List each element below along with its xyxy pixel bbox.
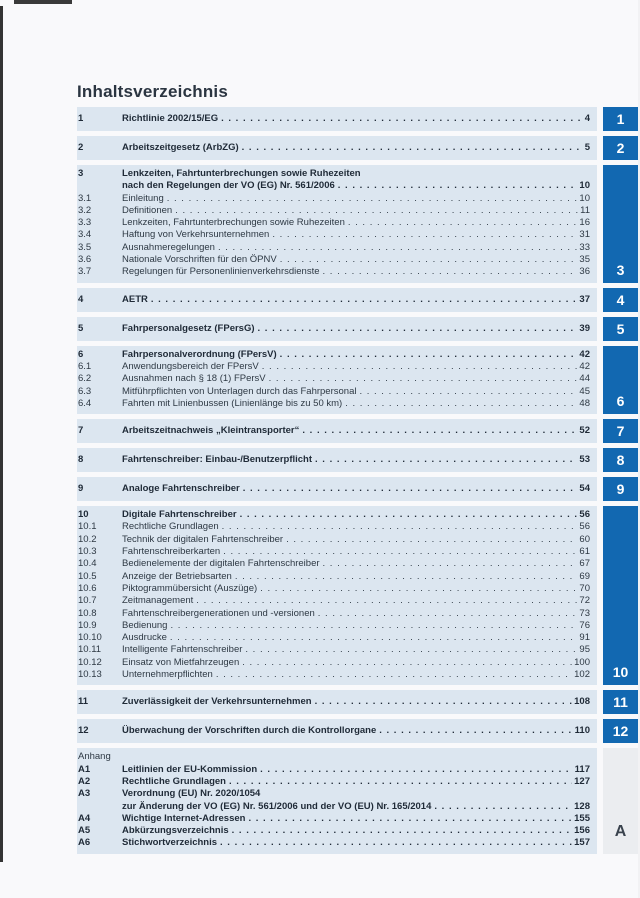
toc-entry-number: 3.4 <box>78 229 92 241</box>
side-tab-label: 5 <box>616 320 625 337</box>
toc-entry-title: Arbeitszeitnachweis „Kleintransporter“ <box>122 425 300 436</box>
dot-leader <box>245 644 577 656</box>
toc-entry-title: Haftung von Verkehrsunternehmen <box>122 229 270 241</box>
toc-row <box>78 294 590 306</box>
toc-block-11 <box>77 690 638 714</box>
toc-entry-page: 117 <box>574 763 590 775</box>
toc-entry-title: Zuverlässigkeit der Verkehrsunternehmen <box>122 696 312 708</box>
toc-blocks <box>77 107 638 854</box>
toc-entry-number: A4 <box>78 812 91 824</box>
toc-entry-number: 3.6 <box>78 254 92 266</box>
toc-entry-page: 36 <box>579 266 590 278</box>
toc-row <box>78 571 590 583</box>
toc-entry-number: 10.3 <box>78 546 97 558</box>
toc-entry-title: Überwachung der Vorschriften durch die Kontrollorgane <box>122 725 377 737</box>
side-tab-5 <box>603 317 638 341</box>
toc-entry-title: Einsatz von Mietfahrzeugen <box>122 656 240 668</box>
toc-entry-title: Arbeitszeitgesetz (ArbZG) <box>122 141 239 153</box>
side-tab-6 <box>603 346 638 414</box>
toc-entry-number: Anhang <box>78 751 111 763</box>
toc-entry-page: 16 <box>579 217 590 229</box>
toc-entry-page: 5 <box>584 141 590 153</box>
dot-leader <box>302 425 577 437</box>
toc-row <box>78 254 590 266</box>
toc-block-6 <box>77 346 638 414</box>
toc-entry-page: 54 <box>579 483 590 494</box>
toc-entry-title: Analoge Fahrtenschreiber <box>122 483 240 494</box>
side-tab-A <box>603 748 638 853</box>
toc-entry-title: Lenkzeiten, Fahrtunterbrechungen sowie Ruhezeiten <box>122 217 345 229</box>
toc-entry-page: 156 <box>574 825 590 837</box>
toc-entry-number: 11 <box>78 696 89 708</box>
dot-leader <box>167 193 578 205</box>
side-tab-1 <box>603 107 638 131</box>
toc-entry-title: Nationale Vorschriften für den ÖPNV <box>122 254 277 266</box>
toc-entry-number: A2 <box>78 775 91 787</box>
toc-entry-title: Digitale Fahrtenschreiber <box>122 509 237 521</box>
toc-row <box>78 837 590 849</box>
dot-leader <box>216 669 572 681</box>
toc-row <box>78 546 590 558</box>
toc-entry-title: Bedienung <box>122 619 168 631</box>
toc-entry-page: 95 <box>579 644 590 656</box>
page-title: Inhaltsverzeichnis <box>77 82 228 101</box>
toc-band-10 <box>77 506 597 685</box>
toc-band-1 <box>77 107 597 131</box>
toc-entry-number: 6 <box>78 348 84 360</box>
scan-edge-left <box>0 6 3 862</box>
dot-leader <box>338 180 578 192</box>
toc-entry-title: Lenkzeiten, Fahrtunterbrechungen sowie Ruhezeiten <box>122 168 361 179</box>
toc-row <box>78 349 590 361</box>
dot-leader <box>269 373 578 385</box>
toc-entry-page: 110 <box>574 725 590 737</box>
toc-row <box>78 180 590 192</box>
toc-entry-title: zur Änderung der VO (EG) Nr. 561/2006 und der VO (EU) Nr. 165/2014 <box>122 800 432 812</box>
toc-entry-title: Verordnung (EU) Nr. 2020/1054 <box>122 788 261 800</box>
toc-entry-page: 42 <box>579 348 590 360</box>
toc-entry-title: Bedienelemente der digitalen Fahrtenschreiber <box>122 558 320 570</box>
toc-block-5 <box>77 317 638 341</box>
dot-leader <box>359 386 577 398</box>
dot-leader <box>170 632 578 644</box>
toc-row <box>78 113 590 125</box>
side-tab-label: 11 <box>613 694 628 711</box>
toc-entry-title: Fahrtenschreiberkarten <box>122 546 221 558</box>
side-tab-label: 1 <box>616 111 625 127</box>
toc-entry-page: 53 <box>579 454 590 465</box>
dot-leader <box>222 521 578 533</box>
toc-band-12 <box>77 719 597 743</box>
toc-row <box>78 657 590 669</box>
toc-band-A <box>77 748 597 853</box>
toc-entry-page: 128 <box>574 800 590 812</box>
toc-entry-number: 6.2 <box>78 373 92 385</box>
toc-entry-number: 3.7 <box>78 266 92 278</box>
toc-entry-number: 3.2 <box>78 204 92 216</box>
toc-row <box>78 425 590 437</box>
toc-entry-title: Ausnahmeregelungen <box>122 241 215 253</box>
toc-entry-title: Anwendungsbereich der FPersV <box>122 360 259 372</box>
dot-leader <box>235 571 578 583</box>
toc-entry-page: 4 <box>584 112 590 124</box>
toc-entry-number: 10.7 <box>78 595 97 607</box>
dot-leader <box>280 349 578 361</box>
dot-leader <box>272 229 577 241</box>
toc-band-9 <box>77 477 597 501</box>
dot-leader <box>262 361 578 373</box>
toc-band-6 <box>77 346 597 414</box>
toc-band-4 <box>77 288 597 312</box>
toc-entry-page: 56 <box>579 521 590 533</box>
toc-entry-title: Fahrpersonalverordnung (FPersV) <box>122 348 277 360</box>
toc-entry-number: A6 <box>78 837 91 849</box>
toc-block-12 <box>77 719 638 743</box>
toc-entry-number: A1 <box>78 763 91 775</box>
side-tab-label: A <box>614 822 627 840</box>
toc-entry-number: 10.12 <box>78 656 102 668</box>
dot-leader <box>318 608 578 620</box>
page <box>77 82 638 854</box>
toc-row <box>78 813 590 825</box>
toc-band-11 <box>77 690 597 714</box>
side-tab-12 <box>603 719 638 743</box>
toc-entry-number: 10.4 <box>78 558 97 570</box>
toc-entry-number: 3.5 <box>78 241 92 253</box>
toc-row <box>78 361 590 373</box>
side-tab-11 <box>603 690 638 714</box>
toc-entry-title: Unternehmerpflichten <box>122 669 213 681</box>
toc-entry-title: Rechtliche Grundlagen <box>122 775 226 787</box>
dot-leader <box>170 620 577 632</box>
toc-entry-page: 37 <box>579 293 590 305</box>
toc-entry-number: 3.1 <box>78 192 92 204</box>
toc-entry-number: 10.11 <box>78 644 102 656</box>
toc-entry-page: 60 <box>579 533 590 545</box>
toc-row <box>78 454 590 466</box>
dot-leader <box>315 454 577 466</box>
toc-entry-number: 9 <box>78 483 84 494</box>
toc-row <box>78 168 590 180</box>
dot-leader <box>240 509 578 521</box>
toc-block-1 <box>77 107 638 131</box>
toc-entry-number: 10.6 <box>78 582 97 594</box>
toc-entry-page: 33 <box>579 241 590 253</box>
dot-leader <box>345 398 577 410</box>
toc-entry-page: 67 <box>579 558 590 570</box>
dot-leader <box>221 113 583 125</box>
toc-entry-title: Piktogrammübersicht (Auszüge) <box>122 582 258 594</box>
toc-row <box>78 751 590 763</box>
dot-leader <box>218 242 577 254</box>
toc-entry-page: 157 <box>574 837 590 849</box>
side-tab-label: 10 <box>612 664 629 681</box>
side-tab-label: 4 <box>616 291 625 308</box>
toc-entry-number: 4 <box>78 293 84 305</box>
dot-leader <box>323 266 578 278</box>
toc-block-8 <box>77 448 638 472</box>
toc-entry-page: 100 <box>574 656 590 668</box>
toc-entry-number: 10.8 <box>78 607 97 619</box>
toc-entry-title: Mitführpflichten von Unterlagen durch das Fahrpersonal <box>122 385 357 397</box>
toc-entry-title: Anzeige der Betriebsarten <box>122 570 232 582</box>
toc-row <box>78 205 590 217</box>
dot-leader <box>232 825 573 837</box>
toc-entry-page: 48 <box>579 397 590 409</box>
toc-entry-title: Zeitmanagement <box>122 595 194 607</box>
toc-row <box>78 483 590 495</box>
dot-leader <box>260 764 573 776</box>
toc-entry-title: Fahrten mit Linienbussen (Linienlänge bis zu 50 km) <box>122 397 343 409</box>
toc-row <box>78 398 590 410</box>
dot-leader <box>379 725 572 737</box>
toc-row <box>78 229 590 241</box>
toc-row <box>78 242 590 254</box>
toc-entry-page: 69 <box>579 570 590 582</box>
side-tab-label: 3 <box>616 261 625 278</box>
toc-entry-number: 10.2 <box>78 533 97 545</box>
toc-entry-title: Ausdrucke <box>122 632 167 644</box>
dot-leader <box>260 583 577 595</box>
toc-entry-number: 8 <box>78 454 84 465</box>
toc-row <box>78 776 590 788</box>
dot-leader <box>258 323 578 335</box>
toc-row <box>78 386 590 398</box>
toc-entry-page: 91 <box>579 632 590 644</box>
toc-entry-page: 11 <box>580 204 590 216</box>
toc-block-9 <box>77 477 638 501</box>
toc-entry-number: 10.10 <box>78 632 102 644</box>
side-tab-9 <box>603 477 638 501</box>
toc-row <box>78 217 590 229</box>
toc-entry-page: 45 <box>579 385 590 397</box>
side-tab-label: 8 <box>616 452 625 469</box>
toc-entry-page: 10 <box>579 192 590 204</box>
toc-row <box>78 801 590 813</box>
toc-entry-title: Leitlinien der EU-Kommission <box>122 763 258 775</box>
toc-entry-page: 35 <box>579 254 590 266</box>
toc-row <box>78 764 590 776</box>
side-tab-4 <box>603 288 638 312</box>
side-tab-label: 12 <box>612 723 629 740</box>
toc-entry-title: Regelungen für Personenlinienverkehrsdienste <box>122 266 320 278</box>
toc-entry-page: 76 <box>579 619 590 631</box>
toc-entry-title: Fahrtenschreibergenerationen und -versionen <box>122 607 315 619</box>
toc-band-3 <box>77 165 597 283</box>
toc-entry-title: Abkürzungsverzeichnis <box>122 825 229 837</box>
dot-leader <box>286 534 577 546</box>
toc-entry-page: 42 <box>579 360 590 372</box>
toc-row <box>78 825 590 837</box>
toc-row <box>78 608 590 620</box>
toc-entry-number: A3 <box>78 788 91 800</box>
toc-entry-title: Richtlinie 2002/15/EG <box>122 112 219 124</box>
toc-row <box>78 788 590 800</box>
dot-leader <box>151 294 578 306</box>
toc-block-10 <box>77 506 638 685</box>
dot-leader <box>223 546 577 558</box>
toc-band-2 <box>77 136 597 160</box>
scan-edge-top <box>14 0 72 4</box>
toc-entry-title: Technik der digitalen Fahrtenschreiber <box>122 533 284 545</box>
toc-entry-number: 10.13 <box>78 669 102 681</box>
toc-entry-title: Fahrpersonalgesetz (FPersG) <box>122 322 255 334</box>
toc-block-4 <box>77 288 638 312</box>
toc-block-2 <box>77 136 638 160</box>
dot-leader <box>434 801 572 813</box>
toc-entry-page: 127 <box>574 775 590 787</box>
toc-entry-title: Intelligente Fahrtenschreiber <box>122 644 243 656</box>
toc-entry-title: Stichwortverzeichnis <box>122 837 218 849</box>
toc-entry-title: Definitionen <box>122 204 173 216</box>
toc-row <box>78 142 590 154</box>
toc-entry-title: Fahrtenschreiber: Einbau-/Benutzerpflicht <box>122 454 313 465</box>
toc-row <box>78 509 590 521</box>
toc-entry-number: 5 <box>78 322 84 334</box>
toc-entry-page: 44 <box>579 373 590 385</box>
toc-row <box>78 373 590 385</box>
side-tab-8 <box>603 448 638 472</box>
toc-row <box>78 644 590 656</box>
dot-leader <box>242 657 572 669</box>
toc-entry-number: 6.1 <box>78 360 92 372</box>
side-tab-2 <box>603 136 638 160</box>
toc-entry-number: 3.3 <box>78 217 92 229</box>
dot-leader <box>175 205 578 217</box>
toc-entry-page: 155 <box>574 812 590 824</box>
toc-entry-number: 10.5 <box>78 570 97 582</box>
toc-entry-number: 7 <box>78 425 84 436</box>
toc-entry-number: A5 <box>78 825 91 837</box>
dot-leader <box>248 813 572 825</box>
side-tab-3 <box>603 165 638 283</box>
dot-leader <box>348 217 578 229</box>
dot-leader <box>315 696 573 708</box>
toc-entry-number: 12 <box>78 725 89 737</box>
toc-entry-title: Rechtliche Grundlagen <box>122 521 219 533</box>
toc-entry-number: 10.1 <box>78 521 97 533</box>
toc-entry-page: 72 <box>579 595 590 607</box>
toc-block-A <box>77 748 638 853</box>
toc-entry-page: 31 <box>579 229 590 241</box>
toc-row <box>78 266 590 278</box>
toc-band-7 <box>77 419 597 443</box>
toc-entry-page: 73 <box>579 607 590 619</box>
toc-entry-number: 10 <box>78 509 89 521</box>
toc-entry-number: 2 <box>78 141 84 153</box>
dot-leader <box>280 254 578 266</box>
side-tab-7 <box>603 419 638 443</box>
side-tab-label: 7 <box>616 423 625 440</box>
toc-entry-number: 3 <box>78 168 84 179</box>
toc-row <box>78 583 590 595</box>
toc-entry-number: 1 <box>78 112 84 124</box>
toc-block-7 <box>77 419 638 443</box>
toc-row <box>78 595 590 607</box>
toc-entry-page: 108 <box>574 696 590 708</box>
toc-entry-number: 10.9 <box>78 619 97 631</box>
toc-entry-page: 61 <box>579 546 590 558</box>
side-tab-10 <box>603 506 638 685</box>
dot-leader <box>242 142 583 154</box>
dot-leader <box>196 595 577 607</box>
dot-leader <box>323 558 578 570</box>
toc-entry-page: 102 <box>574 669 590 681</box>
toc-entry-page: 56 <box>579 509 590 521</box>
toc-row <box>78 193 590 205</box>
toc-entry-title: AETR <box>122 293 148 305</box>
side-tab-label: 6 <box>616 393 625 410</box>
toc-entry-page: 10 <box>579 180 590 192</box>
dot-leader <box>243 483 578 495</box>
dot-leader <box>229 776 572 788</box>
dot-leader <box>220 837 572 849</box>
toc-entry-title: Ausnahmen nach § 18 (1) FPersV <box>122 373 266 385</box>
toc-row <box>78 669 590 681</box>
toc-row <box>78 558 590 570</box>
toc-entry-number: 6.3 <box>78 385 92 397</box>
toc-row <box>78 620 590 632</box>
toc-row <box>78 725 590 737</box>
toc-row <box>78 521 590 533</box>
toc-entry-number: 6.4 <box>78 397 92 409</box>
toc-row <box>78 696 590 708</box>
toc-entry-page: 70 <box>579 582 590 594</box>
toc-row <box>78 323 590 335</box>
toc-band-8 <box>77 448 597 472</box>
toc-row <box>78 632 590 644</box>
toc-band-5 <box>77 317 597 341</box>
toc-entry-title: Wichtige Internet-Adressen <box>122 812 246 824</box>
toc-row <box>78 534 590 546</box>
side-tab-label: 2 <box>616 140 625 156</box>
toc-block-3 <box>77 165 638 283</box>
toc-entry-page: 39 <box>579 322 590 334</box>
toc-entry-title: nach den Regelungen der VO (EG) Nr. 561/2006 <box>122 180 335 192</box>
side-tab-label: 9 <box>616 481 625 498</box>
toc-entry-page: 52 <box>579 425 590 436</box>
toc-entry-title: Einleitung <box>122 192 164 204</box>
